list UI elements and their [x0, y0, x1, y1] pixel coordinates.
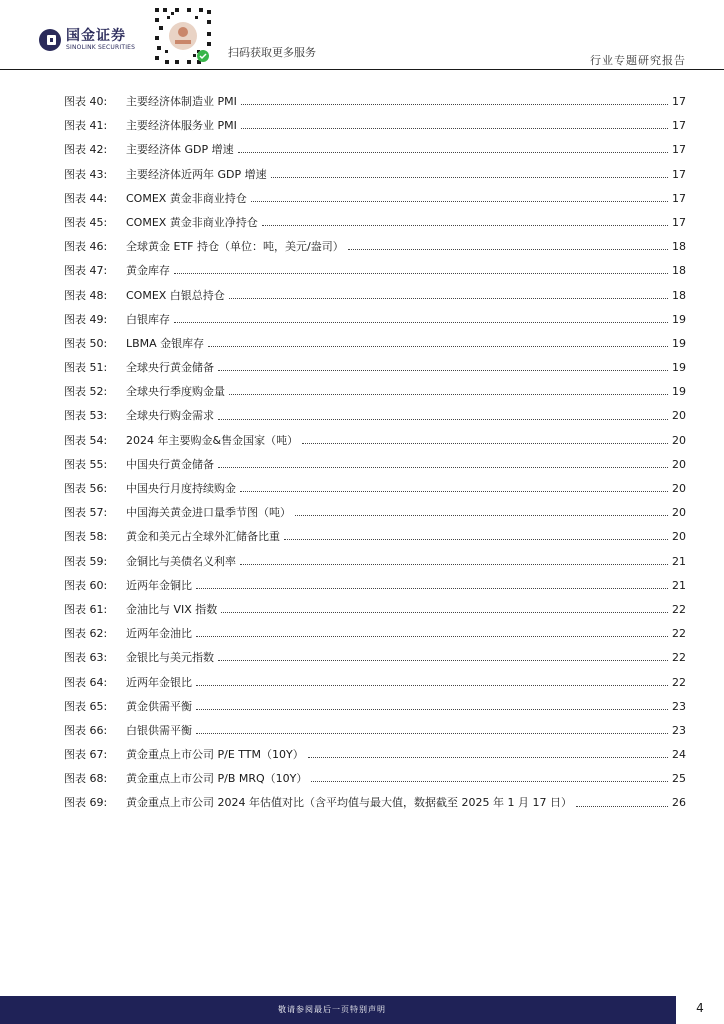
toc-entry[interactable] [64, 114, 686, 138]
toc-page-number: 23 [672, 699, 686, 713]
toc-entry[interactable] [64, 404, 686, 428]
toc-entry[interactable] [64, 525, 686, 549]
toc-figure-number: 图表 47: [64, 264, 108, 278]
toc-figure-title: 中国央行黄金储备 [126, 457, 214, 471]
toc-figure-title: 全球央行购金需求 [126, 409, 214, 423]
toc-dot-leader [196, 629, 668, 637]
table-of-figures [64, 90, 686, 816]
toc-dot-leader [308, 750, 668, 758]
toc-figure-title: 全球央行黄金储备 [126, 361, 214, 375]
toc-figure-number: 图表 57: [64, 506, 108, 520]
toc-entry[interactable] [64, 550, 686, 574]
toc-figure-number: 图表 52: [64, 385, 108, 399]
toc-figure-title: 白银供需平衡 [126, 723, 192, 737]
toc-entry[interactable] [64, 695, 686, 719]
toc-page-number: 22 [672, 651, 686, 665]
toc-entry[interactable] [64, 380, 686, 404]
toc-entry[interactable] [64, 429, 686, 453]
toc-dot-leader [348, 242, 668, 250]
toc-entry[interactable] [64, 767, 686, 791]
toc-figure-title: 金油比与 VIX 指数 [126, 602, 218, 616]
page-number: 4 [676, 996, 724, 1024]
toc-dot-leader [229, 291, 668, 299]
qr-code-icon[interactable] [153, 6, 213, 66]
toc-entry[interactable] [64, 574, 686, 598]
toc-dot-leader [302, 436, 668, 444]
footer-disclaimer: 敬请参阅最后一页特别声明 [278, 1005, 386, 1014]
toc-page-number: 17 [672, 119, 686, 133]
toc-page-number: 18 [672, 264, 686, 278]
toc-entry[interactable] [64, 646, 686, 670]
toc-entry[interactable] [64, 235, 686, 259]
toc-figure-title: COMEX 黄金非商业持仓 [126, 191, 247, 205]
toc-dot-leader [251, 194, 668, 202]
toc-figure-number: 图表 64: [64, 675, 108, 689]
toc-entry[interactable] [64, 671, 686, 695]
toc-entry[interactable] [64, 501, 686, 525]
toc-figure-title: 黄金库存 [126, 264, 170, 278]
toc-page-number: 23 [672, 723, 686, 737]
toc-page-number: 20 [672, 457, 686, 471]
toc-figure-number: 图表 60: [64, 578, 108, 592]
toc-entry[interactable] [64, 598, 686, 622]
toc-page-number: 19 [672, 312, 686, 326]
toc-page-number: 22 [672, 675, 686, 689]
toc-figure-title: 近两年金油比 [126, 627, 192, 641]
toc-figure-title: 全球黄金 ETF 持仓（单位：吨，美元/盎司） [126, 240, 344, 254]
toc-figure-number: 图表 51: [64, 361, 108, 375]
page-header [0, 0, 724, 70]
logo-name-cn: 国金证券 [66, 28, 126, 44]
company-logo [38, 28, 135, 52]
toc-figure-number: 图表 49: [64, 312, 108, 326]
toc-figure-title: 黄金重点上市公司 P/E TTM（10Y） [126, 748, 304, 762]
toc-figure-title: 主要经济体近两年 GDP 增速 [126, 167, 267, 181]
toc-dot-leader [295, 508, 668, 516]
report-type-label: 行业专题研究报告 [590, 54, 686, 67]
toc-entry[interactable] [64, 453, 686, 477]
toc-figure-number: 图表 69: [64, 796, 108, 810]
toc-dot-leader [241, 97, 668, 105]
toc-page-number: 17 [672, 191, 686, 205]
header-divider [0, 69, 724, 70]
toc-dot-leader [218, 460, 668, 468]
toc-dot-leader [196, 581, 668, 589]
toc-figure-title: COMEX 白银总持仓 [126, 288, 225, 302]
toc-figure-title: 白银库存 [126, 312, 170, 326]
toc-entry[interactable] [64, 308, 686, 332]
toc-dot-leader [208, 339, 668, 347]
toc-figure-number: 图表 53: [64, 409, 108, 423]
toc-entry[interactable] [64, 332, 686, 356]
toc-page-number: 20 [672, 530, 686, 544]
toc-figure-number: 图表 41: [64, 119, 108, 133]
toc-figure-number: 图表 50: [64, 336, 108, 350]
toc-figure-title: 黄金供需平衡 [126, 699, 192, 713]
toc-page-number: 20 [672, 433, 686, 447]
toc-dot-leader [174, 315, 668, 323]
toc-dot-leader [240, 484, 668, 492]
toc-dot-leader [221, 605, 668, 613]
toc-figure-number: 图表 67: [64, 748, 108, 762]
toc-figure-title: 全球央行季度购金量 [126, 385, 225, 399]
logo-name-en: SINOLINK SECURITIES [66, 44, 136, 51]
toc-page-number: 18 [672, 240, 686, 254]
toc-figure-title: 近两年金银比 [126, 675, 192, 689]
toc-page-number: 17 [672, 143, 686, 157]
toc-figure-title: 主要经济体制造业 PMI [126, 95, 237, 108]
toc-dot-leader [196, 702, 668, 710]
toc-figure-title: 2024 年主要购金&售金国家（吨） [126, 433, 299, 447]
toc-entry[interactable] [64, 719, 686, 743]
toc-figure-number: 图表 55: [64, 457, 108, 471]
toc-dot-leader [218, 363, 668, 371]
toc-figure-number: 图表 45: [64, 215, 108, 229]
toc-figure-title: 主要经济体服务业 PMI [126, 119, 237, 133]
toc-figure-title: 黄金重点上市公司 P/B MRQ（10Y） [126, 772, 308, 786]
toc-figure-title: 近两年金铜比 [126, 578, 192, 592]
page-footer [0, 996, 724, 1024]
toc-dot-leader [196, 678, 668, 686]
toc-dot-leader [262, 218, 668, 226]
toc-figure-number: 图表 43: [64, 167, 108, 181]
toc-figure-number: 图表 61: [64, 602, 108, 616]
toc-figure-title: 中国海关黄金进口量季节图（吨） [126, 506, 291, 520]
toc-figure-number: 图表 48: [64, 288, 108, 302]
toc-page-number: 19 [672, 361, 686, 375]
toc-figure-number: 图表 44: [64, 191, 108, 205]
toc-figure-title: 黄金和美元占全球外汇储备比重 [126, 530, 280, 544]
toc-entry[interactable] [64, 622, 686, 646]
toc-entry[interactable] [64, 284, 686, 308]
toc-page-number: 24 [672, 748, 686, 762]
toc-entry[interactable] [64, 477, 686, 501]
toc-figure-title: COMEX 黄金非商业净持仓 [126, 215, 258, 229]
toc-entry[interactable] [64, 356, 686, 380]
toc-figure-title: 金铜比与美债名义利率 [126, 554, 236, 568]
toc-figure-title: 主要经济体 GDP 增速 [126, 143, 234, 157]
toc-page-number: 17 [672, 215, 686, 229]
toc-page-number: 26 [672, 796, 686, 810]
qr-caption: 扫码获取更多服务 [228, 46, 316, 59]
toc-dot-leader [196, 726, 668, 734]
toc-dot-leader [284, 532, 668, 540]
toc-entry[interactable] [64, 259, 686, 283]
toc-entry[interactable] [64, 187, 686, 211]
toc-figure-title: 中国央行月度持续购金 [126, 482, 236, 495]
toc-figure-title: LBMA 金银库存 [126, 336, 205, 350]
toc-page-number: 22 [672, 602, 686, 616]
toc-figure-number: 图表 63: [64, 651, 108, 665]
toc-page-number: 20 [672, 506, 686, 520]
toc-dot-leader [271, 170, 668, 178]
toc-dot-leader [238, 145, 668, 153]
toc-dot-leader [241, 121, 668, 129]
toc-page-number: 20 [672, 409, 686, 423]
toc-page-number: 20 [672, 482, 686, 495]
toc-entry[interactable] [64, 138, 686, 162]
toc-dot-leader [174, 266, 668, 274]
toc-entry[interactable] [64, 743, 686, 767]
toc-figure-number: 图表 65: [64, 699, 108, 713]
toc-page-number: 21 [672, 554, 686, 568]
toc-page-number: 22 [672, 627, 686, 641]
toc-page-number: 19 [672, 336, 686, 350]
toc-figure-number: 图表 56: [64, 482, 108, 495]
toc-entry[interactable] [64, 791, 686, 815]
toc-figure-number: 图表 62: [64, 627, 108, 641]
toc-dot-leader [218, 653, 668, 661]
toc-page-number: 17 [672, 95, 686, 108]
toc-figure-title: 金银比与美元指数 [126, 651, 214, 665]
toc-page-number: 17 [672, 167, 686, 181]
toc-figure-number: 图表 42: [64, 143, 108, 157]
toc-figure-number: 图表 46: [64, 240, 108, 254]
toc-figure-number: 图表 59: [64, 554, 108, 568]
toc-entry[interactable] [64, 163, 686, 187]
toc-dot-leader [229, 387, 668, 395]
logo-mark-icon [38, 28, 62, 52]
toc-figure-number: 图表 58: [64, 530, 108, 544]
toc-dot-leader [311, 774, 668, 782]
toc-figure-number: 图表 68: [64, 772, 108, 786]
toc-figure-number: 图表 54: [64, 433, 108, 447]
toc-page-number: 19 [672, 385, 686, 399]
toc-figure-number: 图表 66: [64, 723, 108, 737]
toc-page-number: 18 [672, 288, 686, 302]
toc-page-number: 21 [672, 578, 686, 592]
toc-dot-leader [576, 799, 668, 807]
toc-figure-title: 黄金重点上市公司 2024 年估值对比（含平均值与最大值，数据截至 2025 年 1 月 17 日） [126, 796, 572, 810]
toc-entry[interactable] [64, 90, 686, 114]
toc-dot-leader [240, 557, 668, 565]
toc-dot-leader [218, 412, 668, 420]
toc-page-number: 25 [672, 772, 686, 786]
toc-figure-number: 图表 40: [64, 95, 108, 108]
toc-entry[interactable] [64, 211, 686, 235]
